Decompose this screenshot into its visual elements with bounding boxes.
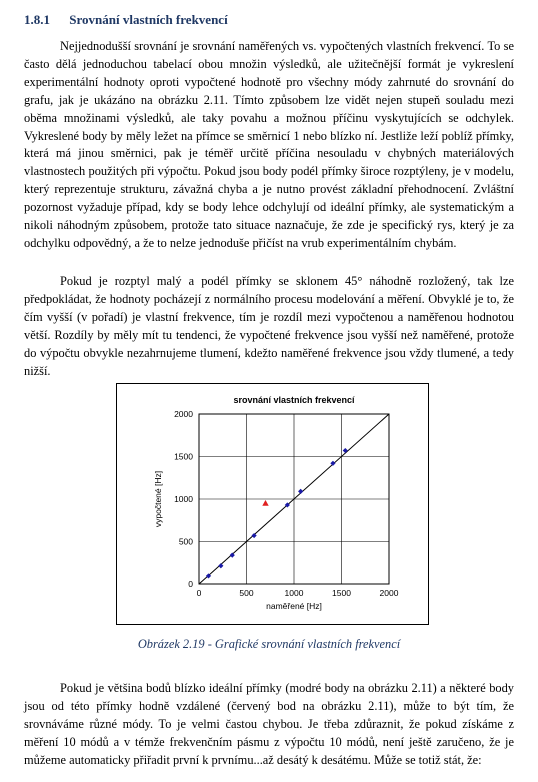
y-tick-label: 1500 bbox=[174, 451, 193, 462]
section-heading bbox=[24, 12, 228, 28]
section-number: 1.8.1 bbox=[24, 12, 50, 27]
x-tick-label: 500 bbox=[239, 588, 254, 598]
y-tick-label: 0 bbox=[188, 579, 193, 589]
chart-title: srovnání vlastních frekvencí bbox=[233, 395, 355, 405]
x-tick-label: 2000 bbox=[379, 588, 399, 598]
paragraph-3: Pokud je většina bodů blízko ideální přímky (modré body na obrázku 2.11) a některé body jsou od této přímky hodně vzdálené (červený bod na obrázku 2.11), může to být tím, že srovnáváme různé módy. To je velmi častou chybou. Je třeba zdůraznit, že pokud získáme z měření 10 módů a v témže frekvenčním pásmu z výpočtu 10 módů, není ještě zaručeno, že je můžeme automaticky přiřadit první k prvnímu...až desátý k desátému. Může se totiž stát, že: bbox=[24, 681, 514, 767]
x-axis-label: naměřené [Hz] bbox=[266, 601, 322, 611]
paragraph-1: Nejjednodušší srovnání je srovnání naměřených vs. vypočtených vlastních frekvencí. To se často dělá jednoduchou tabelací obou množin výsledků, ale užitečnější formát je vykreslení experimentální hodnoty oproti vypočtené hodnotě pro všechny módy zahrnuté do srovnání do grafu, jak je ukázáno na obrázku 2.11. Tímto způsobem lze vidět nejen stupeň souladu mezi oběma množinami výsledků, ale taky povahu a možnou příčinu vyskytujících se odchylek. Vykreslené body by měly ležet na přímce se směrnicí 1 nebo blízko ní. Jestliže leží poblíž přímky, která má jinou směrnici, pak je téměř určitě příčina nesouladu v chybných materiálových vlastnostech použitých při výpočtu. Pokud jsou body podél přímky široce rozptýleny, je v modelu, který reprezentuje strukturu, závažná chyba a je nutno provést základní přehodnocení. Zvláštní pozornost vyžaduje případ, kdy se body lehce odchylují od ideální přímky, ale systematickým a nikoli náhodným způsobem, protože tato situace naznačuje, že zde je specifický rys, který je za odchylku odpovědný, a že to nelze jednoduše přičíst na vrub experimentálním chybám. bbox=[24, 39, 514, 250]
section-title: Srovnání vlastních frekvencí bbox=[69, 12, 228, 27]
y-tick-label: 500 bbox=[178, 536, 193, 547]
y-axis-label: vypočtené [Hz] bbox=[153, 470, 163, 528]
figure-caption: Obrázek 2.19 - Grafické srovnání vlastních frekvencí bbox=[137, 637, 401, 651]
x-tick-label: 0 bbox=[196, 588, 202, 598]
y-tick-label: 1000 bbox=[174, 494, 193, 504]
x-tick-label: 1500 bbox=[332, 588, 351, 598]
x-tick-label: 1000 bbox=[284, 588, 304, 598]
y-tick-label: 2000 bbox=[174, 409, 193, 419]
paragraph-2: Pokud je rozptyl malý a podél přímky se sklonem 45° náhodně rozložený, tak lze předpokládat, že hodnoty pocházejí z normálního procesu modelování a měření. Obvyklé je to, že čím vyšší (v pořadí) je vlastní frekvence, tím je rozdíl mezi vypočtenou a naměřenou hodnotou větší. Rozdíly by měly mít tu tendenci, že vypočtené frekvence jsou vyšší než naměřené, protože do výpočtu obvykle nezahrnujeme tlumení, kdežto naměřené frekvence jsou vždy tlumené, a tedy nižší. bbox=[24, 274, 514, 378]
frequency-comparison-chart bbox=[116, 383, 429, 625]
chart-svg bbox=[117, 384, 428, 624]
